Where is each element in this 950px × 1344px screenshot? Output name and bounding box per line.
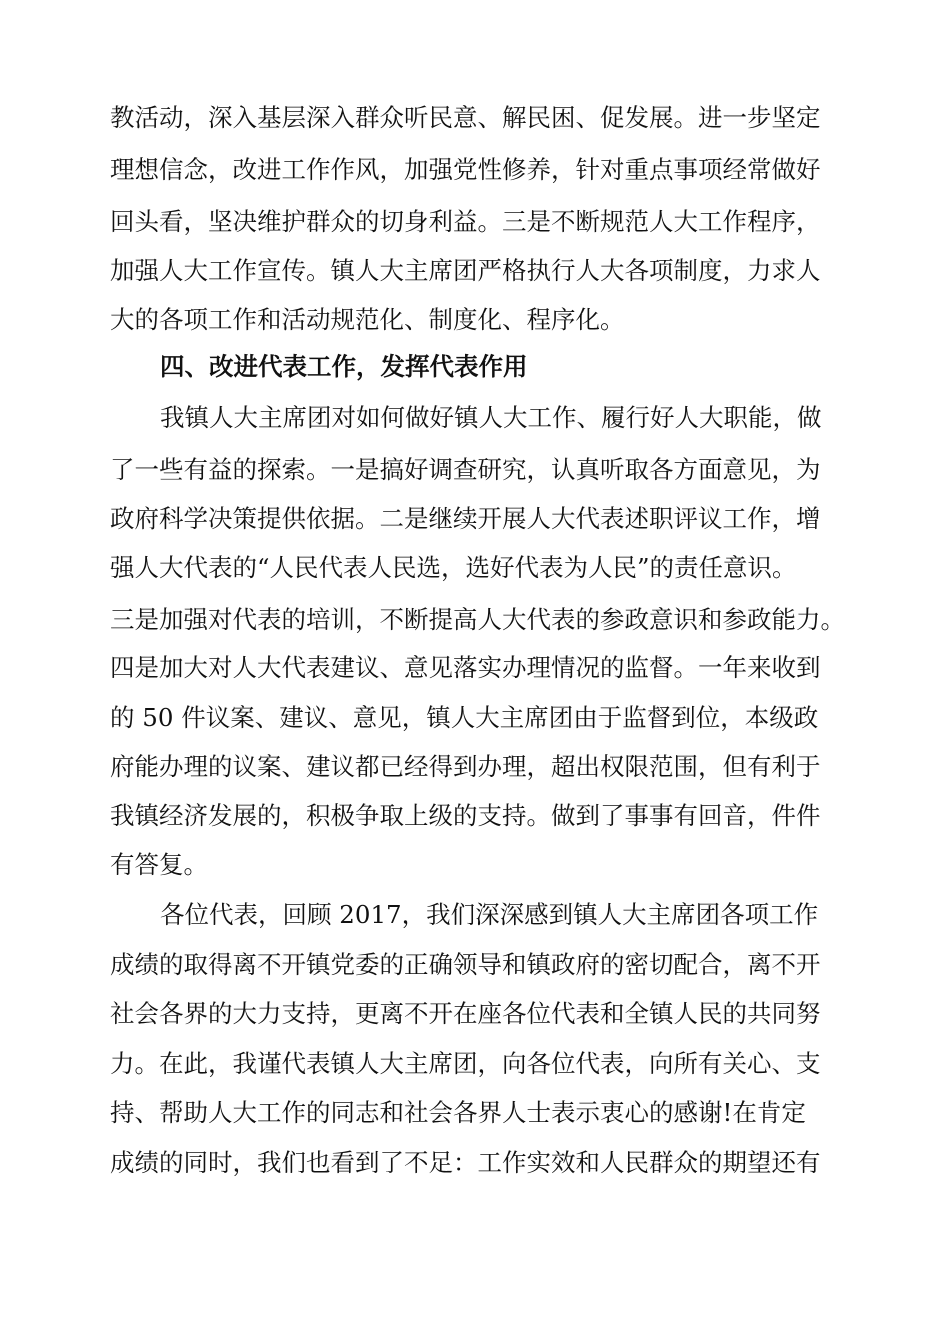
paragraph-line: 力。在此，我谨代表镇人大主席团，向各位代表，向所有关心、支 [110,1049,821,1078]
paragraph-line: 教活动，深入基层深入群众听民意、解民困、促发展。进一步坚定 [110,103,821,132]
paragraph-line: 强人大代表的“人民代表人民选，选好代表为人民”的责任意识。 [110,553,797,582]
paragraph-line: 了一些有益的探索。一是搞好调查研究，认真听取各方面意见，为 [110,455,821,484]
paragraph-line: 四是加大对人大代表建议、意见落实办理情况的监督。一年来收到 [110,653,821,682]
paragraph-line: 的 50 件议案、建议、意见，镇人大主席团由于监督到位，本级政 [110,703,819,732]
paragraph-line: 大的各项工作和活动规范化、制度化、程序化。 [110,305,625,334]
paragraph-line: 政府科学决策提供依据。二是继续开展人大代表述职评议工作，增 [110,504,821,533]
paragraph-line: 我镇人大主席团对如何做好镇人大工作、履行好人大职能，做 [160,403,822,432]
paragraph-line: 理想信念，改进工作作风，加强党性修养，针对重点事项经常做好 [110,155,821,184]
paragraph-line: 成绩的取得离不开镇党委的正确领导和镇政府的密切配合，离不开 [110,950,821,979]
paragraph-line: 持、帮助人大工作的同志和社会各界人士表示衷心的感谢!在肯定 [110,1098,806,1127]
section-heading: 四、改进代表工作，发挥代表作用 [160,352,528,381]
paragraph-line: 回头看，坚决维护群众的切身利益。三是不断规范人大工作程序， [110,207,821,236]
paragraph-line: 我镇经济发展的，积极争取上级的支持。做到了事事有回音，件件 [110,801,821,830]
paragraph-line: 三是加强对代表的培训，不断提高人大代表的参政意识和参政能力。 [110,605,845,634]
paragraph-line: 加强人大工作宣传。镇人大主席团严格执行人大各项制度，力求人 [110,256,821,285]
paragraph-line: 府能办理的议案、建议都已经得到办理，超出权限范围，但有利于 [110,752,821,781]
paragraph-line: 有答复。 [110,850,208,879]
paragraph-line: 各位代表，回顾 2017，我们深深感到镇人大主席团各项工作 [160,900,819,929]
paragraph-line: 成绩的同时，我们也看到了不足：工作实效和人民群众的期望还有 [110,1148,821,1177]
paragraph-line: 社会各界的大力支持，更离不开在座各位代表和全镇人民的共同努 [110,999,821,1028]
